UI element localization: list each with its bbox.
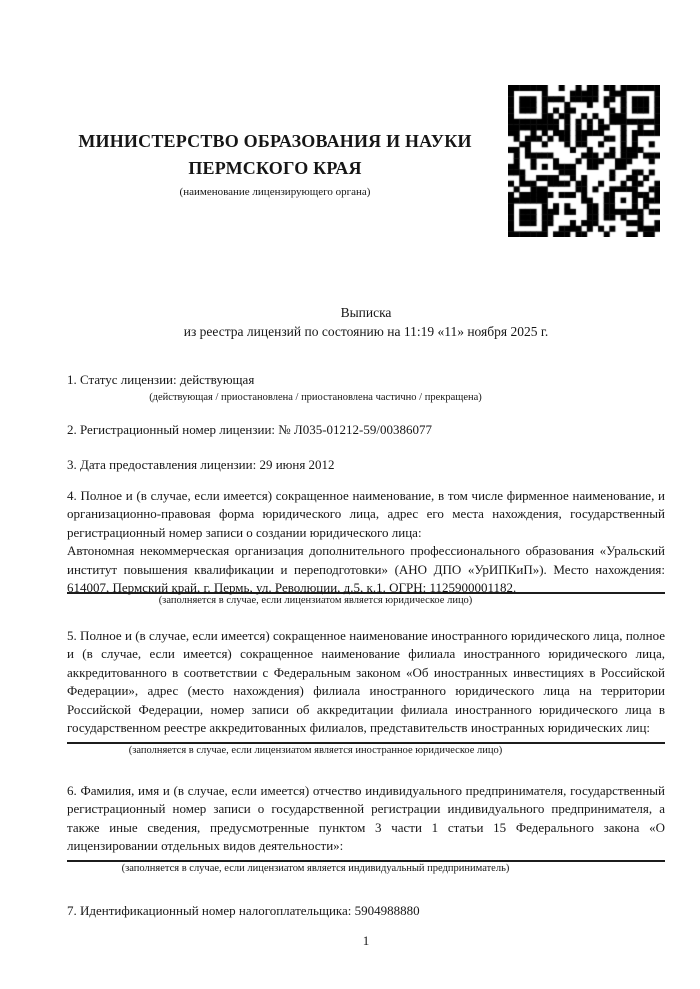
license-status-options-caption: (действующая / приостановлена / приостановлена частично / прекращена) — [149, 391, 482, 403]
document-body — [67, 300, 665, 951]
item-license-status — [67, 371, 665, 404]
taxpayer-id-text: 7. Идентификационный номер налогоплательщика: 5904988880 — [67, 902, 420, 918]
page-number: 1 — [362, 933, 370, 948]
ministry-name — [67, 128, 483, 182]
qr-code-icon — [508, 85, 660, 237]
ministry-name-line2: ПЕРМСКОГО КРАЯ — [188, 158, 362, 178]
item-grant-date — [67, 456, 665, 475]
licensing-authority-block — [67, 128, 483, 199]
grant-date-text: 3. Дата предоставления лицензии: 29 июня 2012 — [67, 457, 335, 472]
ministry-name-line1: МИНИСТЕРСТВО ОБРАЗОВАНИЯ И НАУКИ — [78, 131, 472, 151]
ministry-caption: (наименование лицензирующего органа) — [179, 186, 371, 198]
foreign-legal-entity-question: 5. Полное и (в случае, если имеется) сокращенное наименование иностранного юридического лица, полное и (в случае, если имеется) сокращенное наименование филиала иностранного юридического лица, аккредитованного в соответствии с Федеральным законом «Об иностранных инвестициях в Российской Федерации», адрес (место нахождения) филиала иностранного юридического лица на территории Российской Федерации, номер записи об аккредитации филиала иностранного юридического лица в государственном реестре аккредитованных филиалов, представительств иностранных юридических лиц: — [67, 627, 665, 735]
foreign-legal-entity-caption: (заполняется в случае, если лицензиатом является иностранное юридическое лицо) — [128, 744, 503, 756]
individual-entrepreneur-caption: (заполняется в случае, если лицензиатом является индивидуальный предприниматель) — [121, 862, 510, 874]
legal-entity-question: 4. Полное и (в случае, если имеется) сокращенное наименование, в том числе фирменное наименование, и организационно-правовая форма юридического лица, адрес его места нахождения, государственный регистрационный номер записи о создании юридического лица: — [67, 487, 665, 540]
legal-entity-caption: (заполняется в случае, если лицензиатом является юридическое лицо) — [158, 594, 473, 606]
registration-number-text: 2. Регистрационный номер лицензии: № Л035-01212-59/00386077 — [67, 421, 433, 437]
item-individual-entrepreneur — [67, 782, 665, 875]
item-foreign-legal-entity — [67, 627, 665, 757]
document-title — [67, 303, 665, 341]
document-title-line1: Выписка — [340, 305, 392, 320]
license-status-text: 1. Статус лицензии: действующая — [67, 372, 255, 387]
individual-entrepreneur-question: 6. Фамилия, имя и (в случае, если имеется) отчество индивидуального предпринимателя, государственный регистрационный номер записи о государственной регистрации индивидуального предпринимателя, а также иные сведения, предусмотренные пунктом 3 части 1 статьи 15 Федерального закона «О лицензировании отдельных видов деятельности»: — [67, 782, 665, 853]
item-taxpayer-id — [67, 902, 665, 921]
item-legal-entity — [67, 487, 665, 607]
document-title-line2: из реестра лицензий по состоянию на 11:19 «11» ноября 2025 г. — [183, 324, 549, 339]
legal-entity-answer: Автономная некоммерческая организация дополнительного профессионального образования «Уральский институт повышения квалификации и переподготовки» (АНО ДПО «УрИПКиП»). Место нахождения: 614007, Пермский край, г. Пермь, ул. Революции, д.5, к.1. ОГРН: 1125900001182. — [67, 543, 665, 595]
item-registration-number — [67, 421, 665, 440]
